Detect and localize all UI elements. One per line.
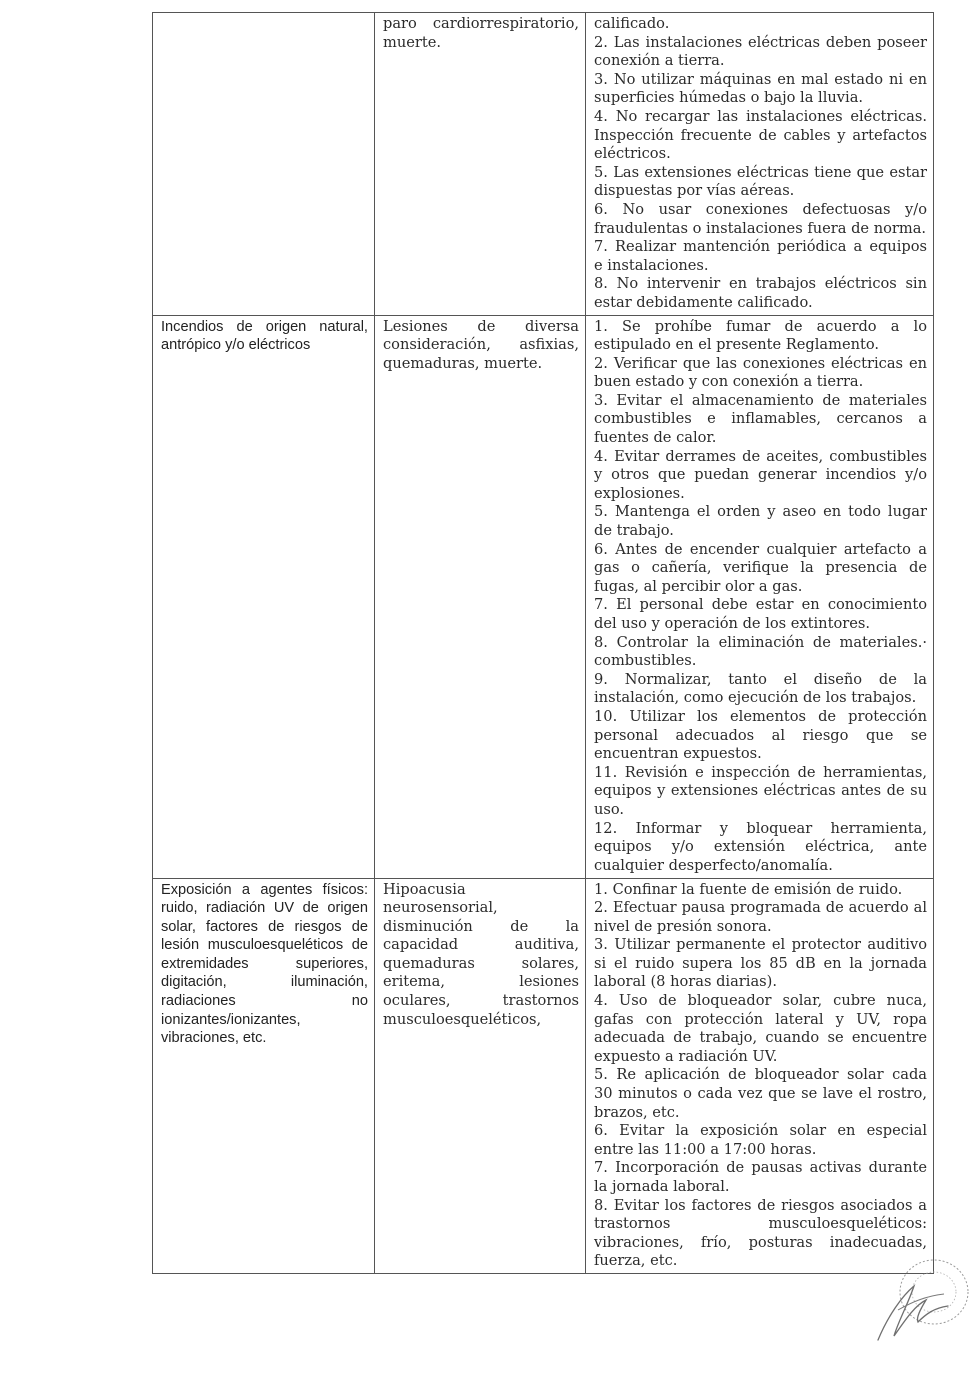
measure-item: 1. Confinar la fuente de emisión de ruido. [594,880,903,898]
table-row [153,878,934,1273]
measures-cell [586,315,934,878]
measure-item: 11. Revisión e inspección de herramientas, equipos y extensiones eléctricas antes de su uso. [594,763,927,818]
measure-item: 6. No usar conexiones defectuosas y/o fraudulentas o instalaciones fuera de norma. [594,200,927,237]
measure-item: 3. No utilizar máquinas en mal estado ni en superficies húmedas o bajo la lluvia. [594,70,927,107]
measure-item: 12. Informar y bloquear herramienta, equipos y/o extensión eléctrica, ante cualquier desperfecto/anomalía. [594,819,927,874]
measure-item: 8. No intervenir en trabajos eléctricos sin estar debidamente calificado. [594,275,927,311]
measure-item: 9. Normalizar, tanto el diseño de la instalación, como ejecución de los trabajos. [594,670,927,707]
measure-item: 7. El personal debe estar en conocimiento del uso y operación de los extintores. [594,596,927,632]
measure-item: 2. Verificar que las conexiones eléctricas en buen estado y con conexión a tierra. [594,354,927,391]
measure-item: 4. Evitar derrames de aceites, combustibles y otros que puedan generar incendios y/o explosiones. [594,447,927,502]
measure-item: 2. Las instalaciones eléctricas deben poseer conexión a tierra. [594,33,927,70]
measure-item: 5. Re aplicación de bloqueador solar cada 30 minutos o cada vez que se lave el rostro, brazos, etc. [594,1066,927,1121]
measure-item: calificado. [594,15,670,32]
measure-item: 3. Evitar el almacenamiento de materiales combustibles e inflamables, cercanos a fuentes de calor. [594,391,927,447]
risk-cell: Incendios de origen natural, antrópico y/o eléctricos [153,315,375,878]
signature-seal-icon [868,1256,972,1352]
measure-item: 6. Evitar la exposición solar en especial entre las 11:00 a 17:00 horas. [594,1122,927,1158]
measure-item: 4. No recargar las instalaciones eléctricas. Inspección frecuente de cables y artefactos eléctricos. [594,107,927,163]
measure-item: 10. Utilizar los elementos de protección personal adecuados al riesgo que se encuentran expuestos. [594,707,927,763]
measure-item: 2. Efectuar pausa programada de acuerdo al nivel de presión sonora. [594,899,927,935]
consequence-cell: paro cardiorrespiratorio, muerte. [375,13,586,316]
consequence-cell: Hipoacusia neurosensorial, disminución de la capacidad auditiva, quemaduras solares, eritema, lesiones oculares, trastornos musculoesqueléticos, [375,878,586,1273]
consequence-cell: Lesiones de diversa consideración, asfixias, quemaduras, muerte. [375,315,586,878]
risk-cell [153,13,375,316]
measure-item: 6. Antes de encender cualquier artefacto a gas o cañería, verifique la presencia de fugas, al percibir olor a gas. [594,540,927,595]
measure-item: 3. Utilizar permanente el protector auditivo si el ruido supera los 85 dB en la jornada laboral (8 horas diarias). [594,936,927,991]
table-row [153,13,934,316]
measure-item: 1. Se prohíbe fumar de acuerdo a lo estipulado en el presente Reglamento. [594,317,927,354]
measure-item: 5. Las extensiones eléctricas tiene que estar dispuestas por vías aéreas. [594,163,927,200]
risk-table [152,12,934,1274]
table-row [153,315,934,878]
measure-item: 7. Incorporación de pausas activas durante la jornada laboral. [594,1159,927,1195]
measure-item: 4. Uso de bloqueador solar, cubre nuca, gafas con protección lateral y UV, ropa adecuada de trabajo, cuando se encuentre expuesto a radiación UV. [594,992,927,1065]
measure-item: 7. Realizar mantención periódica a equipos e instalaciones. [594,238,927,274]
measures-cell [586,13,934,316]
measure-item: 8. Controlar la eliminación de materiales.· combustibles. [594,633,927,670]
measures-cell [586,878,934,1273]
measure-item: 5. Mantenga el orden y aseo en todo lugar de trabajo. [594,503,927,540]
risk-cell: Exposición a agentes físicos: ruido, radiación UV de origen solar, factores de riesgos de lesión musculoesqueléticos de extremidades superiores, digitación, iluminación, radiaciones no ionizantes/ionizantes, vibraciones, etc. [153,878,375,1273]
measure-item: 8. Evitar los factores de riesgos asociados a trastornos musculoesqueléticos: vibraciones, frío, posturas inadecuadas, fuerza, etc. [594,1196,927,1270]
